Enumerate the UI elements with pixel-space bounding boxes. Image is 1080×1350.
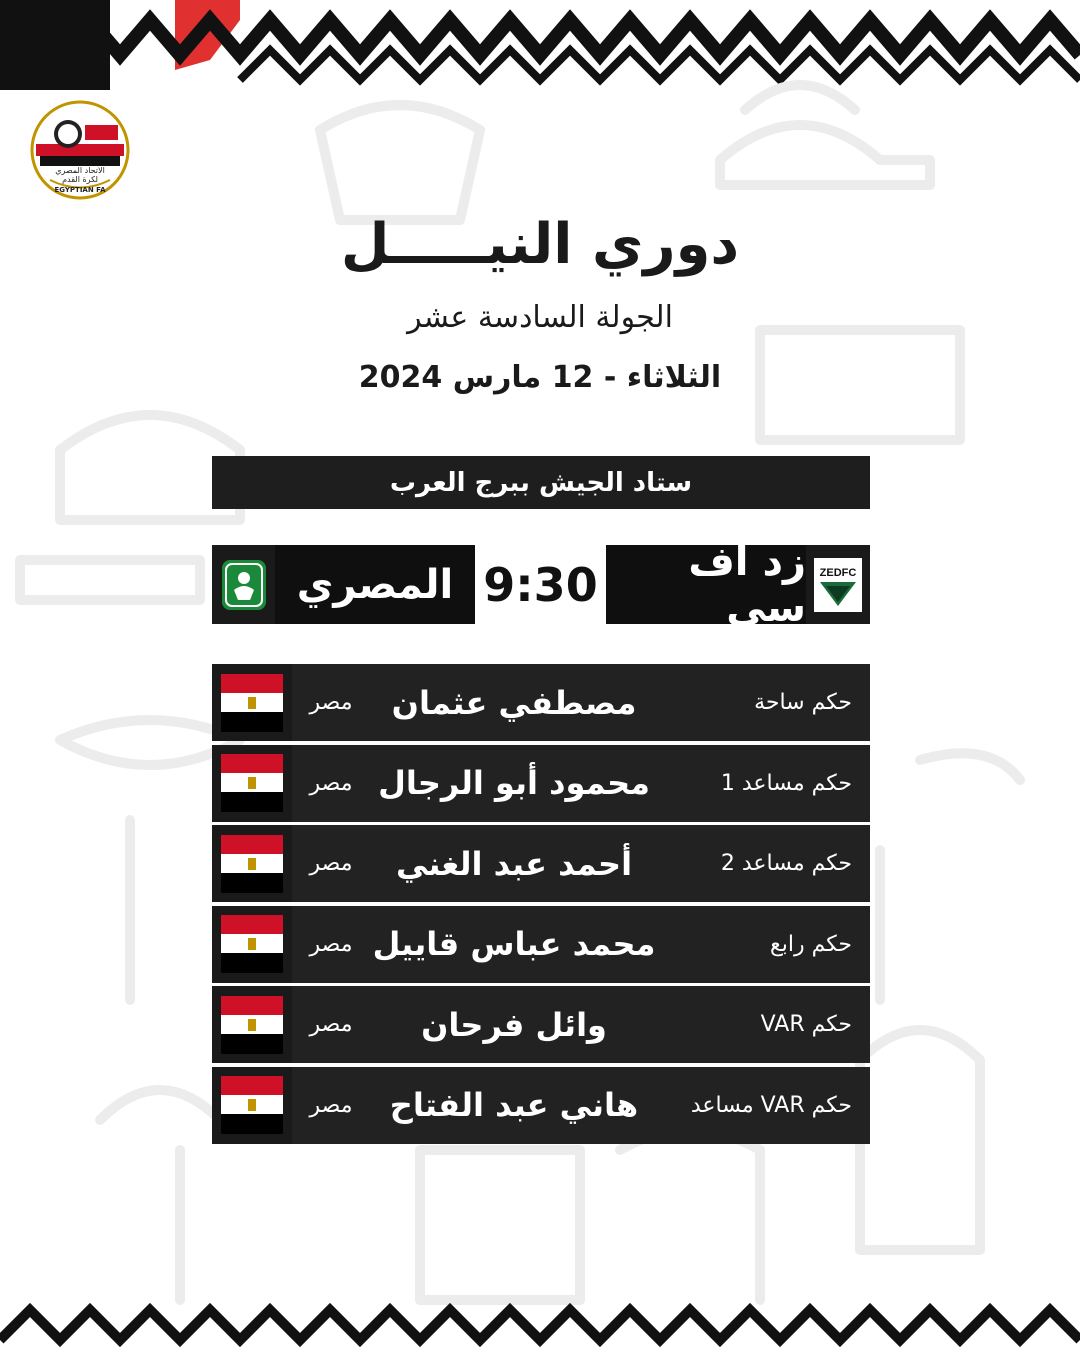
- referee-role: حكم VAR: [760, 1012, 852, 1037]
- referee-list: [212, 664, 870, 1147]
- referee-name: مصطفي عثمان: [391, 683, 637, 722]
- away-team-name: المصري: [275, 545, 475, 624]
- venue-name: ستاد الجيش ببرج العرب: [389, 467, 693, 498]
- zed-logo-text: ZEDFC: [819, 566, 857, 579]
- egypt-flag-icon: [212, 664, 292, 741]
- home-team-name: زد أف سي: [606, 545, 806, 624]
- league-title: دوري النيـــــل: [340, 212, 740, 277]
- referee-country: مصر: [309, 931, 353, 957]
- egypt-flag-icon: [212, 825, 292, 902]
- logo-arabic-text: الاتحاد المصري لكرة القدم: [55, 166, 105, 184]
- referee-row: [212, 1067, 870, 1144]
- zigzag-bottom-band: [0, 1300, 1080, 1350]
- egypt-flag-icon: [212, 745, 292, 822]
- logo-english-text: EGYPTIAN FA: [54, 186, 106, 194]
- referee-country: مصر: [309, 770, 353, 796]
- match-date: الثلاثاء - 12 مارس 2024: [358, 360, 722, 395]
- round-title: الجولة السادسة عشر: [407, 300, 673, 335]
- referee-name: هاني عبد الفتاح: [389, 1086, 639, 1124]
- venue-bar: [212, 456, 870, 509]
- referee-country: مصر: [309, 690, 353, 715]
- referee-name: محمود أبو الرجال: [378, 764, 650, 802]
- referee-row: [212, 906, 870, 983]
- referee-row: [212, 745, 870, 822]
- referee-country: مصر: [309, 1012, 353, 1037]
- match-time: 9:30: [475, 545, 606, 624]
- referee-row: [212, 986, 870, 1063]
- referee-country: مصر: [309, 1092, 353, 1118]
- referee-role: حكم رابع: [770, 931, 852, 957]
- referee-country: مصر: [309, 851, 353, 876]
- referee-row: [212, 825, 870, 902]
- referee-name: أحمد عبد الغني: [395, 844, 633, 883]
- match-row: [212, 538, 870, 631]
- referee-role: حكم ساحة: [754, 690, 852, 715]
- masry-logo: [212, 545, 275, 624]
- referee-role: حكم مساعد 2: [720, 851, 852, 876]
- referee-role: حكم مساعد 1: [720, 770, 852, 796]
- egypt-flag-icon: [212, 1067, 292, 1144]
- egypt-flag-icon: [212, 906, 292, 983]
- egypt-flag-icon: [212, 986, 292, 1063]
- referee-row: [212, 664, 870, 741]
- referee-role: حكم VAR مساعد: [690, 1092, 852, 1118]
- zed-logo: [806, 545, 870, 624]
- efa-logo: [30, 100, 130, 210]
- referee-name: محمد عباس قاييل: [372, 925, 656, 963]
- referee-name: وائل فرحان: [421, 1005, 607, 1044]
